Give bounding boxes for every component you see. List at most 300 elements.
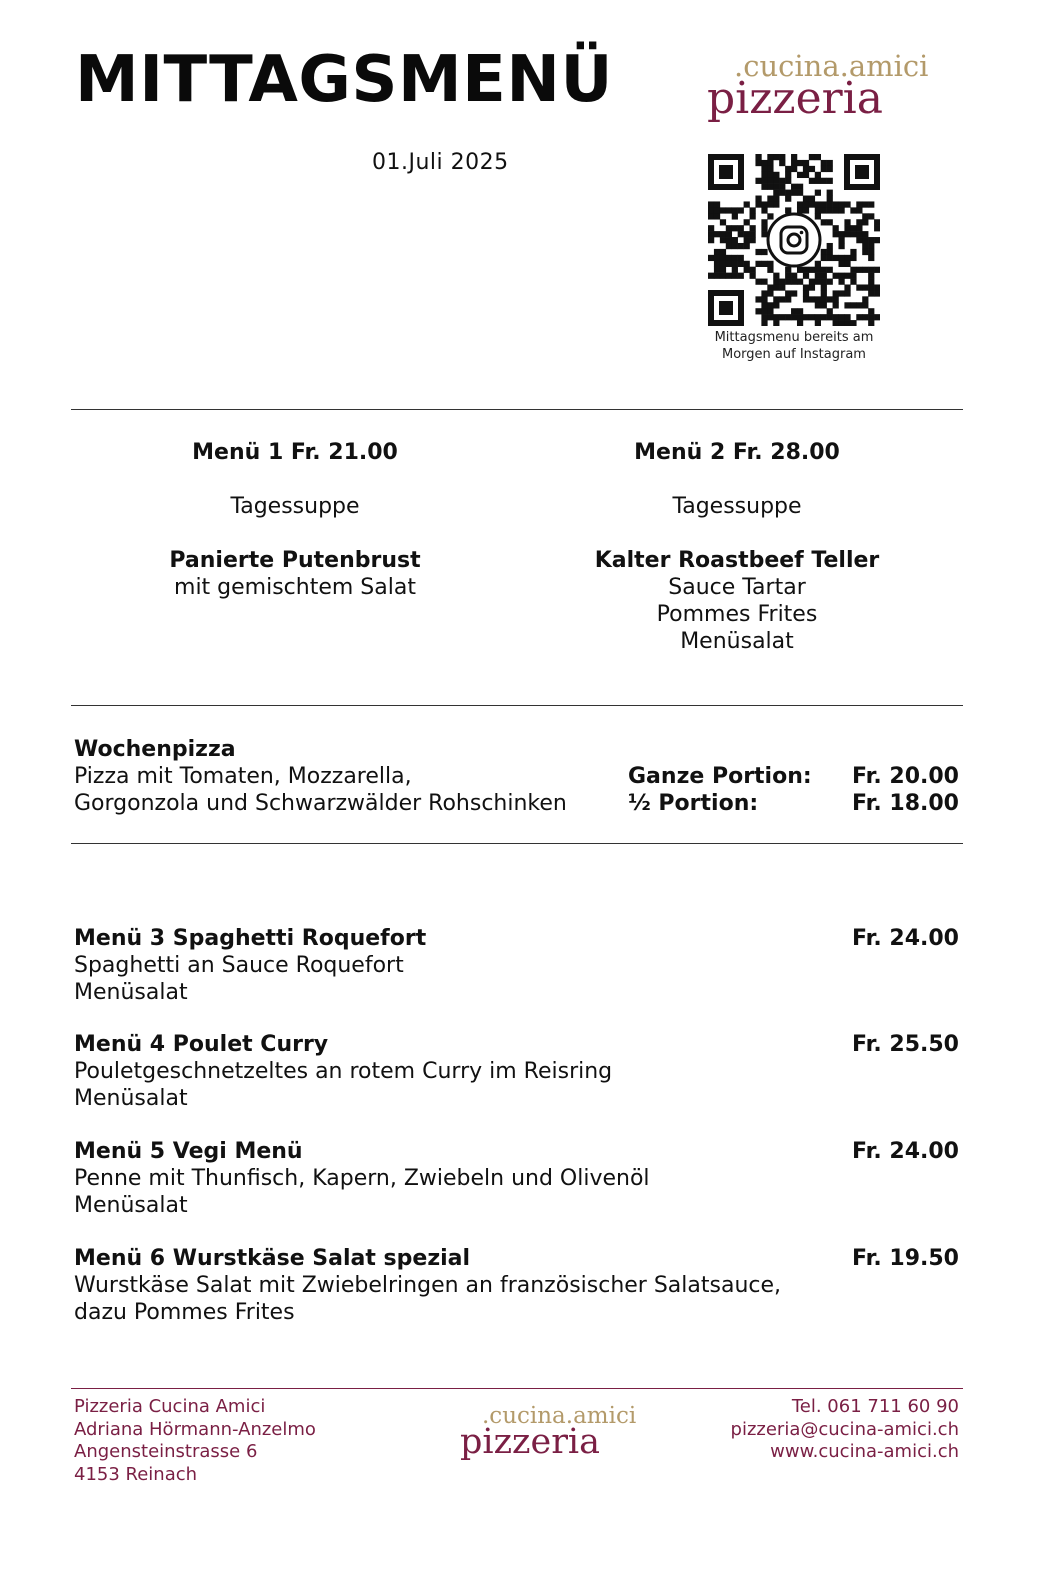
- address-line: Angensteinstrasse 6: [74, 1441, 258, 1462]
- qr-module: [797, 207, 803, 213]
- qr-module: [797, 279, 803, 285]
- qr-module: [797, 190, 803, 196]
- menu-item-line: Menüsalat: [74, 980, 188, 1005]
- half-portion-label: ½ Portion:: [628, 791, 759, 816]
- qr-module: [809, 166, 815, 172]
- qr-module: [833, 273, 839, 279]
- qr-module: [868, 249, 874, 255]
- qr-module: [708, 237, 714, 243]
- website-link[interactable]: www.cucina-amici.ch: [770, 1441, 959, 1462]
- qr-module: [815, 279, 821, 285]
- qr-module: [767, 201, 773, 207]
- qr-module: [738, 261, 744, 267]
- qr-module: [868, 279, 874, 285]
- half-portion-price: Fr. 18.00: [852, 791, 959, 816]
- qr-module: [773, 196, 779, 202]
- qr-module: [844, 261, 850, 267]
- qr-module: [874, 237, 880, 243]
- qr-module: [803, 172, 809, 178]
- qr-module: [803, 201, 809, 207]
- qr-module: [791, 308, 797, 314]
- qr-module: [761, 207, 767, 213]
- logo-line-cucina: .cucina.amici: [734, 49, 929, 83]
- qr-module: [726, 261, 732, 267]
- footer-logo: [460, 1403, 637, 1462]
- qr-module: [767, 290, 773, 296]
- qr-module: [827, 160, 833, 166]
- qr-module: [791, 190, 797, 196]
- qr-module: [755, 154, 761, 160]
- qr-module: [767, 178, 773, 184]
- qr-caption-line: Mittagsmenu bereits am: [714, 330, 874, 345]
- qr-module: [827, 314, 833, 320]
- qr-module: [856, 314, 862, 320]
- qr-module: [785, 290, 791, 296]
- logo-line-pizzeria: pizzeria: [707, 73, 883, 124]
- qr-module: [850, 231, 856, 237]
- qr-module: [761, 201, 767, 207]
- qr-module: [850, 279, 856, 285]
- qr-module: [838, 255, 844, 261]
- qr-module: [744, 237, 750, 243]
- qr-module: [755, 308, 761, 314]
- qr-module: [779, 190, 785, 196]
- qr-module: [809, 279, 815, 285]
- qr-module: [821, 178, 827, 184]
- qr-module: [868, 290, 874, 296]
- qr-module: [732, 225, 738, 231]
- qr-module: [744, 261, 750, 267]
- qr-module: [708, 207, 714, 213]
- qr-module: [791, 290, 797, 296]
- qr-module: [844, 201, 850, 207]
- qr-module: [809, 314, 815, 320]
- qr-module: [803, 273, 809, 279]
- qr-module: [797, 160, 803, 166]
- qr-module: [750, 273, 756, 279]
- qr-module: [785, 314, 791, 320]
- qr-module: [797, 201, 803, 207]
- qr-module: [744, 267, 750, 273]
- qr-module: [856, 267, 862, 273]
- qr-module: [738, 273, 744, 279]
- qr-module: [779, 184, 785, 190]
- qr-module: [720, 231, 726, 237]
- menu-item-line: Menüsalat: [74, 1086, 188, 1111]
- qr-module: [862, 296, 868, 302]
- qr-module: [827, 296, 833, 302]
- qr-module: [738, 231, 744, 237]
- wochenpizza-desc: Gorgonzola und Schwarzwälder Rohschinken: [74, 791, 567, 816]
- qr-module: [714, 255, 720, 261]
- qr-module: [714, 261, 720, 267]
- qr-module: [862, 231, 868, 237]
- qr-module: [797, 308, 803, 314]
- qr-module: [761, 314, 767, 320]
- qr-module: [720, 273, 726, 279]
- qr-module: [850, 267, 856, 273]
- qr-module: [868, 284, 874, 290]
- qr-module: [761, 302, 767, 308]
- qr-module: [815, 190, 821, 196]
- qr-module: [838, 279, 844, 285]
- qr-module: [821, 201, 827, 207]
- qr-module: [827, 190, 833, 196]
- qr-module: [773, 284, 779, 290]
- qr-module: [767, 154, 773, 160]
- qr-module: [791, 273, 797, 279]
- qr-module: [779, 296, 785, 302]
- footer-contact: [731, 1396, 959, 1464]
- qr-module: [773, 296, 779, 302]
- qr-module: [767, 196, 773, 202]
- qr-module: [844, 302, 850, 308]
- qr-module: [708, 201, 714, 207]
- qr-module: [767, 160, 773, 166]
- qr-module: [744, 219, 750, 225]
- qr-module: [862, 219, 868, 225]
- qr-module: [803, 207, 809, 213]
- qr-module: [874, 314, 880, 320]
- qr-module: [761, 184, 767, 190]
- qr-module: [862, 249, 868, 255]
- qr-module: [838, 231, 844, 237]
- qr-module: [732, 255, 738, 261]
- qr-module: [797, 320, 803, 326]
- qr-module: [755, 261, 761, 267]
- qr-module: [767, 302, 773, 308]
- qr-module: [803, 290, 809, 296]
- qr-module: [838, 273, 844, 279]
- qr-module: [874, 219, 880, 225]
- instagram-icon: [768, 214, 820, 266]
- qr-module: [803, 166, 809, 172]
- qr-module: [738, 255, 744, 261]
- qr-module: [761, 172, 767, 178]
- qr-module: [833, 231, 839, 237]
- email-link[interactable]: pizzeria@cucina-amici.ch: [730, 1418, 959, 1440]
- qr-module: [844, 290, 850, 296]
- qr-module: [767, 172, 773, 178]
- qr-module: [773, 314, 779, 320]
- qr-module: [773, 178, 779, 184]
- menu-2-soup: Tagessuppe: [672, 494, 802, 519]
- divider: [71, 409, 963, 410]
- qr-module: [815, 154, 821, 160]
- qr-module: [720, 255, 726, 261]
- qr-module: [856, 225, 862, 231]
- qr-module: [833, 255, 839, 261]
- qr-module: [844, 320, 850, 326]
- qr-module: [714, 249, 720, 255]
- qr-caption-line: Morgen auf Instagram: [722, 347, 866, 362]
- instagram-qr-code[interactable]: [708, 154, 880, 326]
- qr-module: [726, 225, 732, 231]
- qr-module: [714, 273, 720, 279]
- qr-module: [821, 296, 827, 302]
- qr-module: [773, 154, 779, 160]
- menu-2-heading: Menü 2 Fr. 28.00: [634, 440, 840, 465]
- qr-module: [732, 207, 738, 213]
- divider: [71, 705, 963, 706]
- menu-1-main: Panierte Putenbrust: [169, 548, 421, 573]
- menu-1-column: [75, 439, 515, 601]
- qr-module: [868, 273, 874, 279]
- qr-module: [785, 267, 791, 273]
- qr-module: [850, 320, 856, 326]
- qr-module: [827, 249, 833, 255]
- qr-module: [809, 296, 815, 302]
- menu-date: 01.Juli 2025: [372, 150, 509, 175]
- qr-module: [821, 160, 827, 166]
- qr-module: [833, 314, 839, 320]
- menu-item-line: dazu Pommes Frites: [74, 1300, 295, 1325]
- qr-module: [797, 267, 803, 273]
- wochenpizza-desc: Pizza mit Tomaten, Mozzarella,: [74, 764, 412, 789]
- qr-module: [844, 255, 850, 261]
- menu-item-line: Penne mit Thunfisch, Kapern, Zwiebeln und Olivenöl: [74, 1166, 650, 1191]
- menu-item-title: Menü 4 Poulet Curry: [74, 1032, 329, 1057]
- qr-module: [761, 308, 767, 314]
- qr-module: [809, 284, 815, 290]
- qr-module: [767, 261, 773, 267]
- qr-module: [838, 261, 844, 267]
- qr-module: [744, 231, 750, 237]
- qr-module: [815, 273, 821, 279]
- qr-module: [827, 279, 833, 285]
- qr-module: [785, 296, 791, 302]
- qr-module: [827, 267, 833, 273]
- menu-item-title: Menü 5 Vegi Menü: [74, 1139, 303, 1164]
- page-title: MITTAGSMENÜ: [75, 43, 613, 117]
- qr-module: [821, 279, 827, 285]
- qr-module: [815, 302, 821, 308]
- qr-module: [833, 296, 839, 302]
- qr-module: [803, 160, 809, 166]
- qr-module: [785, 207, 791, 213]
- menu-item-price: Fr. 24.00: [852, 1139, 959, 1164]
- qr-module: [862, 314, 868, 320]
- qr-module: [856, 201, 862, 207]
- qr-module: [803, 196, 809, 202]
- qr-module: [779, 160, 785, 166]
- qr-module: [827, 255, 833, 261]
- qr-module: [856, 219, 862, 225]
- qr-module: [862, 243, 868, 249]
- wochenpizza-title: Wochenpizza: [74, 737, 236, 762]
- qr-module: [803, 284, 809, 290]
- qr-module: [809, 201, 815, 207]
- qr-module: [767, 166, 773, 172]
- menu-item-price: Fr. 25.50: [852, 1032, 959, 1057]
- qr-module: [838, 201, 844, 207]
- qr-module: [874, 284, 880, 290]
- qr-module: [761, 279, 767, 285]
- qr-module: [761, 320, 767, 326]
- qr-module: [767, 184, 773, 190]
- qr-module: [833, 290, 839, 296]
- qr-module: [732, 213, 738, 219]
- qr-module: [827, 196, 833, 202]
- qr-module: [821, 207, 827, 213]
- footer-address: [74, 1396, 316, 1486]
- qr-module: [868, 243, 874, 249]
- qr-module: [868, 201, 874, 207]
- qr-module: [785, 273, 791, 279]
- qr-module: [779, 314, 785, 320]
- qr-module: [761, 296, 767, 302]
- menu-item-line: Pouletgeschnetzeltes an rotem Curry im Reisring: [74, 1059, 613, 1084]
- qr-module: [868, 267, 874, 273]
- qr-module: [791, 160, 797, 166]
- qr-module: [714, 267, 720, 273]
- qr-module: [838, 207, 844, 213]
- qr-module: [803, 267, 809, 273]
- phone-number[interactable]: Tel. 061 711 60 90: [791, 1396, 959, 1417]
- qr-module: [773, 190, 779, 196]
- qr-module: [773, 273, 779, 279]
- wochenpizza-block: [74, 736, 567, 817]
- menu-item-line: Wurstkäse Salat mit Zwiebelringen an französischer Salatsauce,: [74, 1273, 782, 1298]
- menu-item-title: Menü 6 Wurstkäse Salat spezial: [74, 1246, 471, 1271]
- menu-item-price: Fr. 19.50: [852, 1246, 959, 1271]
- qr-module: [761, 160, 767, 166]
- qr-module: [720, 267, 726, 273]
- qr-module: [821, 284, 827, 290]
- qr-module: [874, 225, 880, 231]
- qr-module: [726, 243, 732, 249]
- address-line: 4153 Reinach: [74, 1463, 198, 1485]
- qr-module: [844, 231, 850, 237]
- qr-module: [767, 284, 773, 290]
- menu-item-title: Menü 3 Spaghetti Roquefort: [74, 926, 427, 951]
- qr-module: [862, 284, 868, 290]
- qr-module: [785, 178, 791, 184]
- qr-module: [708, 255, 714, 261]
- qr-module: [838, 290, 844, 296]
- qr-module: [750, 225, 756, 231]
- qr-module: [797, 172, 803, 178]
- brand-logo: [707, 49, 929, 124]
- qr-module: [827, 178, 833, 184]
- qr-module: [821, 314, 827, 320]
- qr-module: [720, 237, 726, 243]
- qr-module: [862, 213, 868, 219]
- qr-module: [773, 172, 779, 178]
- qr-module: [773, 302, 779, 308]
- qr-module: [833, 201, 839, 207]
- qr-module: [755, 160, 761, 166]
- qr-module: [838, 314, 844, 320]
- qr-module: [850, 225, 856, 231]
- qr-module: [732, 273, 738, 279]
- qr-module: [708, 213, 714, 219]
- qr-module: [833, 320, 839, 326]
- qr-module: [761, 290, 767, 296]
- menu-item-line: Spaghetti an Sauce Roquefort: [74, 953, 404, 978]
- qr-module: [708, 273, 714, 279]
- qr-module: [732, 243, 738, 249]
- qr-caption: [700, 329, 888, 363]
- qr-module: [821, 302, 827, 308]
- divider: [71, 843, 963, 844]
- qr-module: [844, 314, 850, 320]
- menu-2-main: Kalter Roastbeef Teller: [594, 548, 880, 573]
- qr-module: [755, 201, 761, 207]
- qr-module: [791, 154, 797, 160]
- qr-module: [815, 178, 821, 184]
- qr-module: [868, 314, 874, 320]
- logo-line-cucina: .cucina.amici: [482, 1403, 637, 1429]
- qr-module: [755, 249, 761, 255]
- menu-2-line: Menüsalat: [680, 629, 794, 654]
- qr-module: [868, 308, 874, 314]
- qr-module: [838, 243, 844, 249]
- qr-module: [815, 320, 821, 326]
- qr-module: [815, 201, 821, 207]
- qr-module: [755, 279, 761, 285]
- full-portion-label: Ganze Portion:: [628, 764, 812, 789]
- address-line: Pizzeria Cucina Amici: [74, 1396, 266, 1417]
- qr-module: [714, 213, 720, 219]
- qr-module: [809, 178, 815, 184]
- qr-module: [714, 207, 720, 213]
- qr-module: [720, 249, 726, 255]
- qr-module: [726, 231, 732, 237]
- qr-module: [809, 196, 815, 202]
- qr-module: [862, 237, 868, 243]
- menu-1-line: mit gemischtem Salat: [174, 575, 416, 600]
- qr-module: [732, 261, 738, 267]
- qr-module: [868, 320, 874, 326]
- qr-module: [862, 201, 868, 207]
- qr-module: [779, 279, 785, 285]
- qr-module: [779, 178, 785, 184]
- qr-module: [833, 302, 839, 308]
- qr-module: [815, 172, 821, 178]
- portion-labels: [628, 763, 812, 817]
- qr-module: [714, 231, 720, 237]
- qr-module: [827, 207, 833, 213]
- qr-module: [815, 314, 821, 320]
- qr-module: [761, 225, 767, 231]
- qr-module: [862, 267, 868, 273]
- qr-module: [868, 213, 874, 219]
- qr-module: [838, 237, 844, 243]
- qr-module: [744, 243, 750, 249]
- qr-module: [874, 267, 880, 273]
- qr-module: [785, 279, 791, 285]
- menu-item-6: [74, 1245, 781, 1326]
- qr-module: [844, 273, 850, 279]
- qr-module: [767, 314, 773, 320]
- qr-module: [821, 219, 827, 225]
- qr-module: [809, 267, 815, 273]
- qr-module: [791, 184, 797, 190]
- qr-module: [850, 249, 856, 255]
- qr-module: [827, 166, 833, 172]
- qr-module: [844, 219, 850, 225]
- address-line: Adriana Hörmann-Anzelmo: [74, 1418, 316, 1440]
- qr-module: [844, 284, 850, 290]
- qr-module: [732, 267, 738, 273]
- qr-module: [767, 213, 773, 219]
- qr-module: [797, 184, 803, 190]
- qr-module: [720, 219, 726, 225]
- qr-module: [779, 154, 785, 160]
- qr-module: [821, 273, 827, 279]
- logo-line-pizzeria: pizzeria: [460, 1422, 600, 1462]
